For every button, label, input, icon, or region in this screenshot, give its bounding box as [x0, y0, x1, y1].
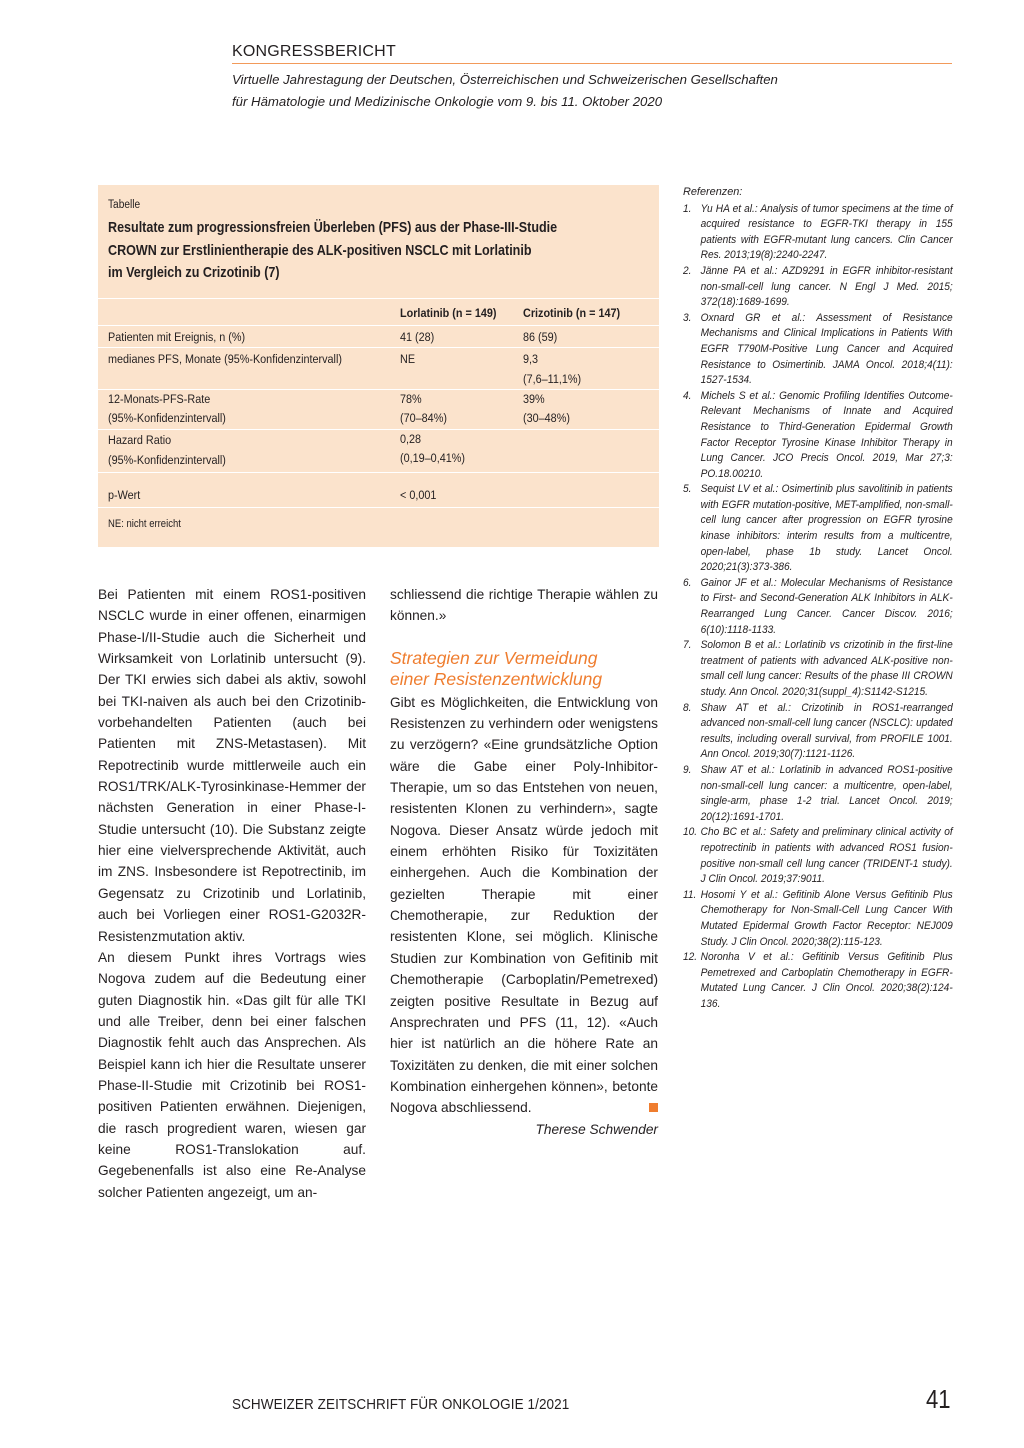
table-heading-line: Resultate zum progressionsfreien Überleben (PFS) aus der Phase-III-Studie — [108, 220, 558, 236]
reference-text: Gainor JF et al.: Molecular Mechanisms of Resistance to First- and Second-Generation ALK Inhibitors in ALK-Rearranged Lung Cancer. Cancer Discov. 2016; 6(10):1118-1133. — [700, 576, 953, 636]
reference-number: 3. — [683, 311, 692, 324]
reference-item — [683, 202, 953, 264]
reference-number: 4. — [683, 389, 692, 402]
reference-item — [683, 701, 953, 763]
row-label: medianes PFS, Monate (95%-Konfidenzintervall) — [108, 352, 342, 366]
table-heading — [108, 217, 624, 285]
reference-text: Solomon B et al.: Lorlatinib vs crizotinib in the first-line treatment of patients with advanced ALK-positive non-small cell lung cancer: Results of the phase III CROWN study. Ann Oncol. 2020;31(suppl_4):S1142-S1215. — [700, 639, 953, 698]
cell-lorlatinib: (70–84%) — [400, 411, 447, 425]
table-rule — [98, 298, 659, 299]
section-heading-line: einer Resistenzentwicklung — [390, 668, 603, 689]
row-label: 12-Monats-PFS-Rate — [108, 392, 211, 406]
cell-lorlatinib: 41 (28) — [400, 330, 435, 344]
reference-item — [683, 576, 953, 638]
paragraph-text: Gibt es Möglichkeiten, die Entwicklung von Resistenzen zu verhindern oder wenigstens zu verzögern? «Eine grundsätzliche Option wäre die Gabe einer Poly-Inhibitor-Therapie, um so das Entstehen von neuen, resistenten Klonen zu verhindern», sagte Nogova. Dieser Ansatz würde jedoch mit einem erhöhten Risiko für Toxizitäten einhergehen. Auch die Kombination der gezielten Therapie mit einer Chemotherapie, zur Reduktion der resistenten Klone, sei möglich. Klinische Studien zur Kombination von Gefitinib mit Chemotherapie (Carboplatin/Pemetrexed) zeigten positive Resultate in Bezug auf Ansprechraten und PFS (11, 12). «Auch hier ist natürlich an die höhere Rate an Toxizitäten zu denken, die mit einer solchen Kombination einhergehen können», betonte Nogova abschliessend. — [390, 694, 658, 1116]
reference-item — [683, 763, 953, 825]
table-heading-line: im Vergleich zu Crizotinib (7) — [108, 265, 280, 282]
paragraph: Bei Patienten mit einem ROS1-positiven NSCLC wurde in einer offenen, einarmigen Phase-I/II-Studie auch die Sicherheit und Wirksamkeit von Lorlatinib untersucht (9). Der TKI erwies sich dabei als aktiv, sowohl bei TKI-naiven als auch bei den Crizotinib-vorbehandelten Patienten (auch bei Patienten mit ZNS-Metastasen). Mit Repotrectinib wurde mittlerweile auch ein ROS1/TRK/ALK-Tyrosinkinase-Hemmer der nächsten Generation in einer Phase-I-Studie untersucht (10). Die Substanz zeigte hier eine vielversprechende Aktivität, auch im ZNS. Insbesondere ist Repotrectinib, im Gegensatz zu Crizotinib und Lorlatinib, auch bei Vorliegen einer ROS1-G2032R-Resistenzmutation aktiv. — [98, 587, 366, 944]
paragraph: schliessend die richtige Therapie wählen zu können.» — [390, 587, 658, 624]
cell-crizotinib: 86 (59) — [523, 330, 558, 344]
cell-crizotinib: 39% — [523, 392, 545, 406]
results-table-box — [98, 185, 659, 547]
reference-text: Sequist LV et al.: Osimertinib plus savolitinib in patients with EGFR mutation-positive, MET-amplified, non-small-cell lung cancer after progression on EGFR tyrosine kinase inhibitors: interim results from a multicentre, open-label, phase 1b study. Lancet Oncol. 2020;21(3):373-386. — [700, 483, 953, 574]
reference-number: 12. — [683, 951, 698, 964]
reference-text: Cho BC et al.: Safety and preliminary clinical activity of repotrectinib in patients with advanced ROS1 fusion-positive non-small cell lung cancer (TRIDENT-1 study). J Clin Oncol. 2019;37:9011. — [700, 826, 953, 886]
reference-text: Shaw AT et al.: Crizotinib in ROS1-rearranged advanced non-small-cell lung cancer (NSCLC): updated results, including overall survival, from PROFILE 1001. Ann Oncol. 2019;30(7):1121-1126. — [700, 701, 953, 761]
table-rule — [98, 507, 659, 508]
reference-text: Noronha V et al.: Gefitinib Versus Gefitinib Plus Pemetrexed and Carboplatin Chemotherapy in EGFR-Mutated Lung Cancer. J Clin Oncol. 2020;38(2):124-136. — [700, 951, 953, 1010]
table-heading-line: CROWN zur Erstlinientherapie des ALK-positiven NSCLC mit Lorlatinib — [108, 242, 532, 259]
reference-number: 9. — [683, 763, 692, 776]
reference-item — [683, 264, 953, 311]
end-square-icon — [649, 1103, 658, 1112]
section-title: KONGRESSBERICHT — [232, 43, 396, 60]
references-list — [683, 185, 953, 1012]
reference-number: 7. — [683, 639, 692, 652]
subtitle-line-2: für Hämatologie und Medizinische Onkologie vom 9. bis 11. Oktober 2020 — [232, 94, 663, 109]
page-header — [232, 42, 952, 109]
reference-number: 2. — [683, 264, 692, 277]
row-label: (95%-Konfidenzintervall) — [108, 411, 226, 425]
table-rule — [98, 429, 659, 430]
row-label: (95%-Konfidenzintervall) — [108, 453, 226, 467]
reference-text: Jänne PA et al.: AZD9291 in EGFR inhibitor-resistant non-small-cell lung cancer. N Engl J Med. 2015; 372(18):1689-1699. — [700, 264, 953, 309]
column-header-crizotinib: Crizotinib (n = 147) — [523, 306, 621, 320]
reference-number: 11. — [683, 888, 697, 901]
cell-lorlatinib: (0,19–0,41%) — [400, 451, 465, 465]
article-column-1 — [98, 584, 366, 1203]
article-column-2 — [390, 584, 658, 1140]
author-name: Therese Schwender — [535, 1121, 658, 1137]
reference-item — [683, 311, 953, 389]
reference-number: 10. — [683, 826, 698, 839]
table-footnote: NE: nicht erreicht — [108, 518, 181, 530]
table-rule — [98, 472, 659, 473]
reference-number: 1. — [683, 202, 692, 215]
table-rule — [98, 325, 659, 326]
row-label: p-Wert — [108, 488, 141, 502]
paragraph: An diesem Punkt ihres Vortrags wies Nogova zudem auf die Bedeutung einer guten Diagnostik hin. «Das gilt für alle TKI und alle Treiber, denn bei einer falschen Diagnostik fehlt auch das Ansprechen. Als Beispiel kann ich hier die Resultate unserer Phase-II-Studie mit Crizotinib bei ROS1-positiven Patienten erwähnen. Diejenigen, die rasch progredient waren, wiesen gar keine ROS1-Translokation auf. Gegebenenfalls ist also eine Re-Analyse solcher Patienten angezeigt, um an- — [98, 949, 366, 1200]
subtitle-line-1: Virtuelle Jahrestagung der Deutschen, Österreichischen und Schweizerischen Gesellschaften — [232, 72, 778, 87]
reference-item — [683, 389, 953, 483]
cell-lorlatinib: 0,28 — [400, 432, 422, 446]
reference-text: Shaw AT et al.: Lorlatinib in advanced ROS1-positive non-small-cell lung cancer: a multicentre, open-label, single-arm, phase 1-2 trial. Lancet Oncol. 2019; 20(12):1691-1701. — [700, 763, 953, 823]
journal-footer: SCHWEIZER ZEITSCHRIFT FÜR ONKOLOGIE 1/2021 — [232, 1396, 570, 1413]
header-rule — [232, 63, 952, 64]
reference-text: Michels S et al.: Genomic Profiling Identifies Outcome-Relevant Mechanisms of Innate and Acquired Resistance to Third-Generation Epidermal Growth Factor Receptor Tyrosine Kinase Inhibitor Therapy in Lung Cancer. JCO Precis Oncol. 2019, Mar 27;3: PO.18.00210. — [700, 389, 953, 480]
column-header-lorlatinib: Lorlatinib (n = 149) — [400, 306, 497, 320]
reference-text: Yu HA et al.: Analysis of tumor specimens at the time of acquired resistance to EGFR-TKI therapy in 155 patients with EGFR-mutant lung cancers. Clin Cancer Res. 2013;19(8):2240-2247. — [700, 202, 953, 262]
cell-lorlatinib: < 0,001 — [400, 488, 437, 502]
reference-item — [683, 825, 953, 887]
table-rule — [98, 347, 659, 348]
congress-subtitle — [232, 69, 952, 113]
row-label: Hazard Ratio — [108, 433, 172, 447]
cell-crizotinib: (30–48%) — [523, 411, 570, 425]
section-heading-line: Strategien zur Vermeidung — [390, 647, 598, 668]
references-items — [683, 202, 953, 1013]
cell-lorlatinib: NE — [400, 352, 416, 366]
section-heading — [390, 648, 658, 690]
cell-crizotinib: (7,6–11,1%) — [523, 372, 582, 386]
reference-item — [683, 638, 953, 700]
page-number: 41 — [926, 1384, 951, 1414]
references-title: Referenzen: — [683, 186, 743, 198]
paragraph — [390, 692, 658, 1119]
cell-lorlatinib: 78% — [400, 392, 422, 406]
row-label: Patienten mit Ereignis, n (%) — [108, 330, 246, 344]
cell-crizotinib: 9,3 — [523, 352, 539, 366]
reference-number: 8. — [683, 701, 692, 714]
reference-text: Hosomi Y et al.: Gefitinib Alone Versus Gefitinib Plus Chemotherapy for Non-Small-Cell Lung Cancer With Mutated Epidermal Growth Factor Receptor: NEJ009 Study. J Clin Oncol. 2020;38(2):115-123. — [700, 888, 953, 948]
reference-item — [683, 482, 953, 576]
table-label: Tabelle — [108, 199, 141, 211]
reference-number: 6. — [683, 576, 692, 589]
reference-number: 5. — [683, 483, 692, 496]
reference-text: Oxnard GR et al.: Assessment of Resistance Mechanisms and Clinical Implications in Patients With EGFR T790M-Positive Lung Cancer and Acquired Resistance to Osimertinib. JAMA Oncol. 2018;4(11): 1527-1534. — [700, 311, 953, 387]
reference-item — [683, 950, 953, 1012]
reference-item — [683, 888, 953, 950]
